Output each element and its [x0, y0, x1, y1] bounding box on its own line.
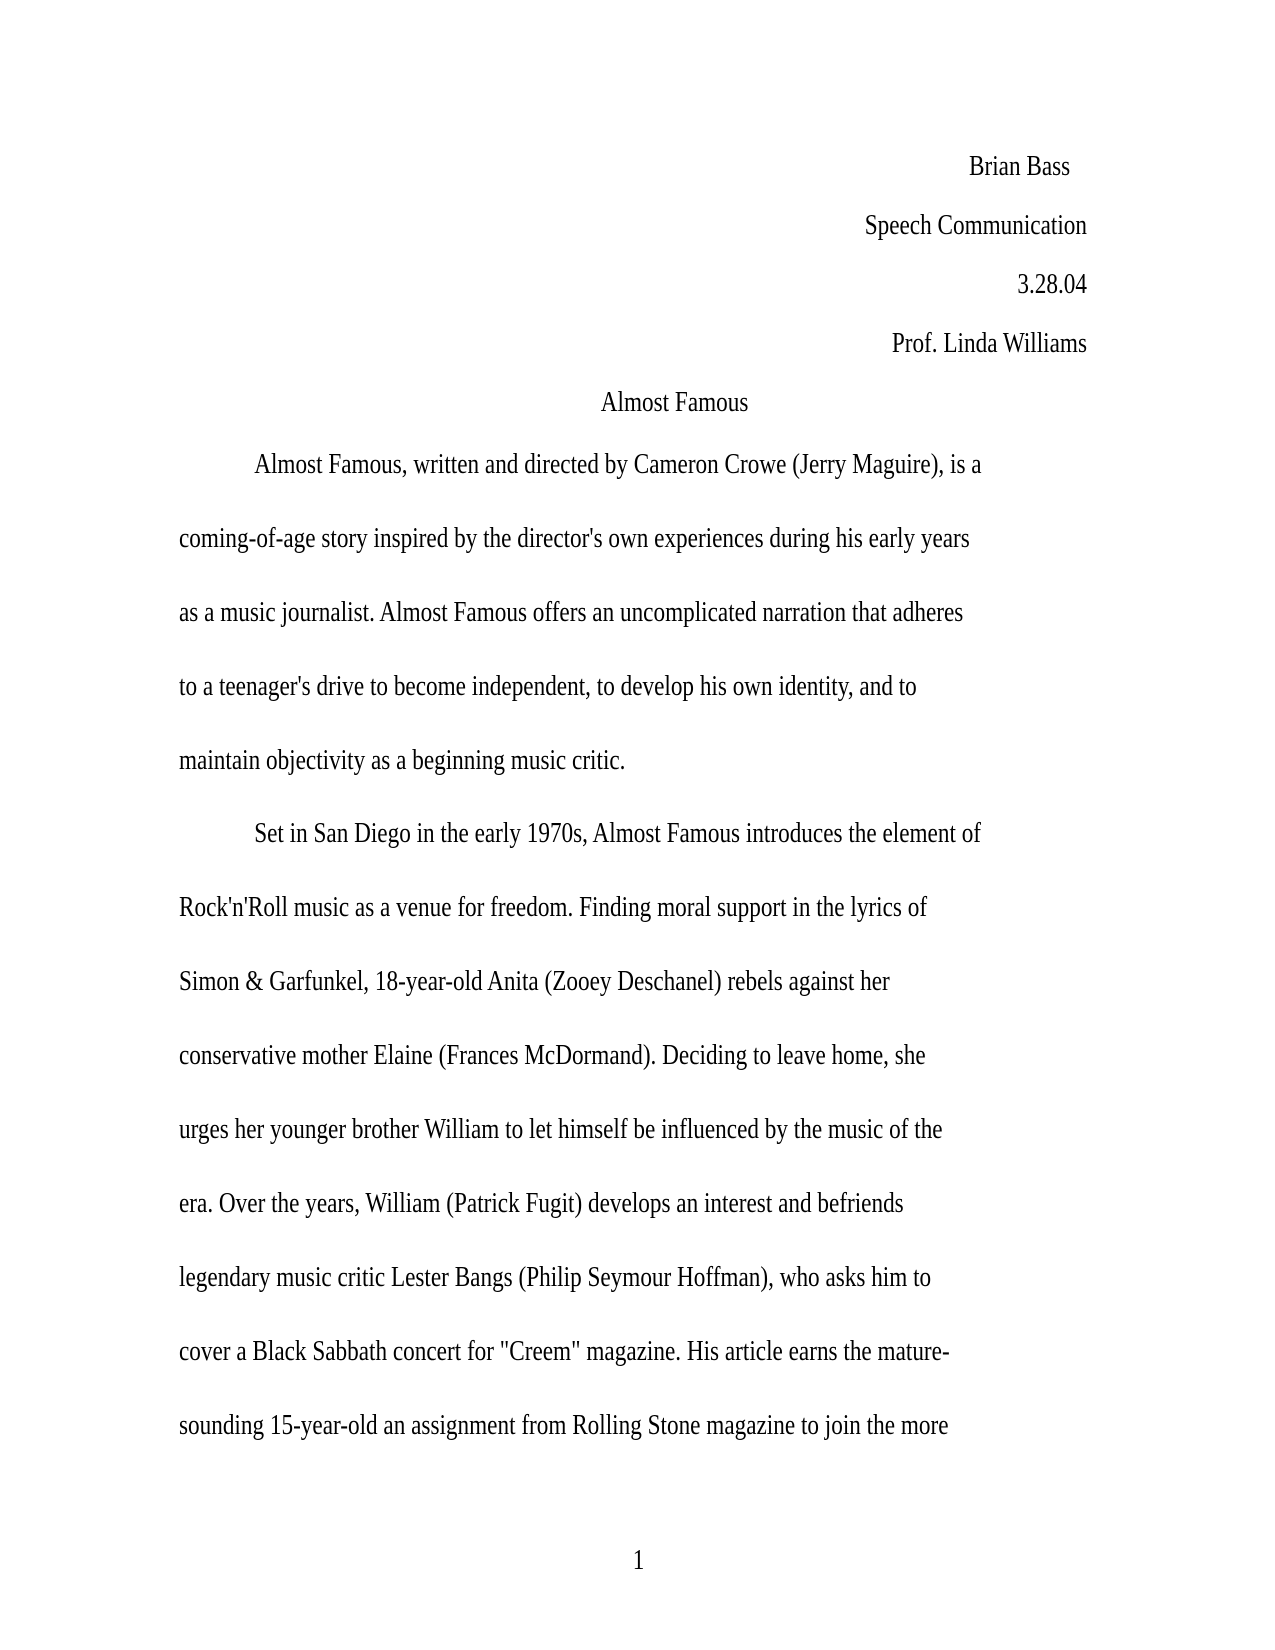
paragraph-line: Almost Famous, written and directed by Cameron Crowe (Jerry Maguire), is a — [254, 448, 982, 480]
paragraph-line: as a music journalist. Almost Famous offers an uncomplicated narration that adheres — [179, 596, 964, 628]
document-content — [179, 0, 1087, 1590]
paragraph-line: to a teenager's drive to become independent, to develop his own identity, and to — [179, 670, 917, 702]
paragraph-line: Simon & Garfunkel, 18-year-old Anita (Zooey Deschanel) rebels against her — [179, 965, 890, 997]
page-number: 1 — [632, 1544, 645, 1576]
author-line: Brian Bass — [969, 150, 1071, 182]
paragraph-line: Rock'n'Roll music as a venue for freedom. Finding moral support in the lyrics of — [179, 891, 928, 923]
date-line: 3.28.04 — [1017, 268, 1087, 300]
paragraph-line: sounding 15-year-old an assignment from Rolling Stone magazine to join the more — [179, 1409, 949, 1441]
header-block — [179, 0, 1087, 373]
paragraph-line: legendary music critic Lester Bangs (Philip Seymour Hoffman), who asks him to — [179, 1261, 932, 1293]
course-line: Speech Communication — [864, 209, 1087, 241]
paragraph-line: era. Over the years, William (Patrick Fugit) develops an interest and befriends — [179, 1187, 904, 1219]
paragraph-line: cover a Black Sabbath concert for "Creem" magazine. His article earns the mature- — [179, 1335, 950, 1367]
essay-title: Almost Famous — [600, 386, 749, 418]
paragraph-2 — [179, 796, 1087, 1462]
paragraph-line: conservative mother Elaine (Frances McDormand). Deciding to leave home, she — [179, 1039, 926, 1071]
paragraph-line: urges her younger brother William to let himself be influenced by the music of the — [179, 1113, 943, 1145]
paragraph-1 — [179, 427, 1087, 797]
paragraph-line: maintain objectivity as a beginning music critic. — [179, 744, 626, 776]
professor-line: Prof. Linda Williams — [891, 327, 1087, 359]
paragraph-line: coming-of-age story inspired by the director's own experiences during his early years — [179, 522, 970, 554]
paragraph-line: Set in San Diego in the early 1970s, Almost Famous introduces the element of — [254, 817, 982, 849]
